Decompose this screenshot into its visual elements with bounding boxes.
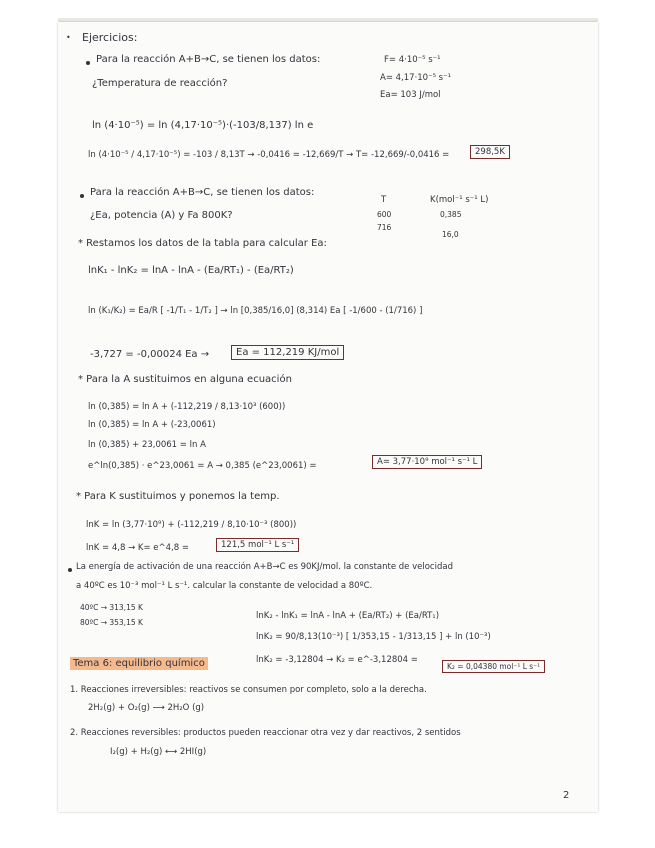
ex3-equation-1: lnK₂ - lnK₁ = lnA - lnA + (Ea/RT₂) + (Ea/RT₁)	[256, 611, 440, 621]
ex2-table-k1: 0,385	[440, 210, 462, 219]
ex2-equation-4: ln (0,385) = ln A + (-112,219 / 8,13·10³ (600))	[88, 402, 286, 412]
ex2-table-t1: 600	[377, 210, 392, 219]
ex2-equation-5: ln (0,385) = ln A + (-23,0061)	[88, 420, 216, 430]
ex3-equation-3: lnK₂ = -3,12804 → K₂ = e^-3,12804 =	[256, 655, 418, 665]
ex1-given-f: F= 4·10⁻⁵ s⁻¹	[384, 55, 441, 65]
ex2-equation-8: lnK = ln (3,77·10⁹) + (-112,219 / 8,10·10⁻³ (800))	[86, 520, 297, 530]
ex3-result-box: K₂ = 0,04380 mol⁻¹ L s⁻¹	[442, 660, 545, 673]
topic-item-1: 1. Reacciones irreversibles: reactivos se consumen por completo, solo a la derecha.	[70, 685, 427, 695]
ex1-equation-1: ln (4·10⁻⁵) = ln (4,17·10⁻⁵)·(-103/8,137) ln e	[92, 120, 314, 131]
ex2-result-a-box: A= 3,77·10⁹ mol⁻¹ s⁻¹ L	[372, 455, 482, 469]
ex2-equation-6: ln (0,385) + 23,0061 = ln A	[88, 440, 206, 450]
ex2-equation-1: lnK₁ - lnK₂ = lnA - lnA - (Ea/RT₁) - (Ea/RT₂)	[88, 265, 294, 276]
ex2-table-t2: 716	[377, 223, 392, 232]
ex2-result-ea-box: Ea = 112,219 KJ/mol	[231, 345, 344, 360]
ex2-equation-9: lnK = 4,8 → K= e^4,8 =	[86, 543, 189, 553]
ex2-prompt-1: Para la reacción A+B→C, se tienen los datos:	[90, 187, 315, 198]
ex2-table-header-k: K(mol⁻¹ s⁻¹ L)	[430, 195, 489, 205]
ex1-prompt-1: Para la reacción A+B→C, se tienen los datos:	[96, 54, 321, 65]
page-number: 2	[563, 790, 570, 801]
ex2-equation-3: -3,727 = -0,00024 Ea →	[90, 349, 210, 360]
ex3-conversion-1: 40ºC → 313,15 K	[80, 603, 143, 612]
ex3-equation-2: lnK₂ = 90/8,13(10⁻³) [ 1/353,15 - 1/313,15 ] + ln (10⁻³)	[256, 632, 491, 642]
ex2-step-2: * Para la A sustituimos en alguna ecuación	[78, 374, 292, 385]
topic-item-1-equation: 2H₂(g) + O₂(g) ⟶ 2H₂O (g)	[88, 703, 205, 713]
ex1-equation-2: ln (4·10⁻⁵ / 4,17·10⁻⁵) = -103 / 8,13T → -0,0416 = -12,669/T → T= -12,669/-0,0416 =	[88, 150, 450, 160]
ex1-prompt-2: ¿Temperatura de reacción?	[92, 78, 228, 89]
ex1-result-box: 298,5K	[470, 145, 510, 159]
ex2-equation-7: e^ln(0,385) · e^23,0061 = A → 0,385 (e^23,0061) =	[88, 461, 317, 471]
ex1-given-ea: Ea= 103 J/mol	[380, 90, 441, 100]
topic-title: Tema 6: equilibrio químico	[70, 657, 208, 670]
ex2-equation-2: ln (K₁/K₂) = Ea/R [ -1/T₁ - 1/T₂ ] → ln [0,385/16,0] (8,314) Ea [ -1/600 - (1/716) ]	[88, 306, 423, 316]
ex2-prompt-2: ¿Ea, potencia (A) y Fa 800K?	[90, 210, 233, 221]
topic-item-2: 2. Reacciones reversibles: productos pueden reaccionar otra vez y dar reactivos, 2 sentidos	[70, 728, 461, 738]
section-heading: Ejercicios:	[82, 31, 138, 44]
bullet	[80, 194, 84, 198]
ex1-given-a: A= 4,17·10⁻⁵ s⁻¹	[380, 73, 452, 83]
ex2-result-k-box: 121,5 mol⁻¹ L s⁻¹	[216, 538, 299, 552]
ex3-conversion-2: 80ºC → 353,15 K	[80, 618, 143, 627]
topic-item-2-equation: I₂(g) + H₂(g) ⟷ 2HI(g)	[110, 747, 207, 757]
heading-bullet: •	[66, 33, 71, 42]
ex2-step-3: * Para K sustituimos y ponemos la temp.	[76, 491, 280, 502]
ex3-prompt-1: La energía de activación de una reacción A+B→C es 90KJ/mol. la constante de velocidad	[76, 562, 453, 572]
ex3-prompt-2: a 40ºC es 10⁻³ mol⁻¹ L s⁻¹. calcular la constante de velocidad a 80ºC.	[76, 581, 373, 591]
ex2-step-1: * Restamos los datos de la tabla para calcular Ea:	[78, 238, 327, 249]
bullet	[68, 568, 72, 572]
ex2-table-k2: 16,0	[442, 230, 459, 239]
bullet	[86, 61, 90, 65]
ex2-table-header-t: T	[381, 195, 387, 205]
